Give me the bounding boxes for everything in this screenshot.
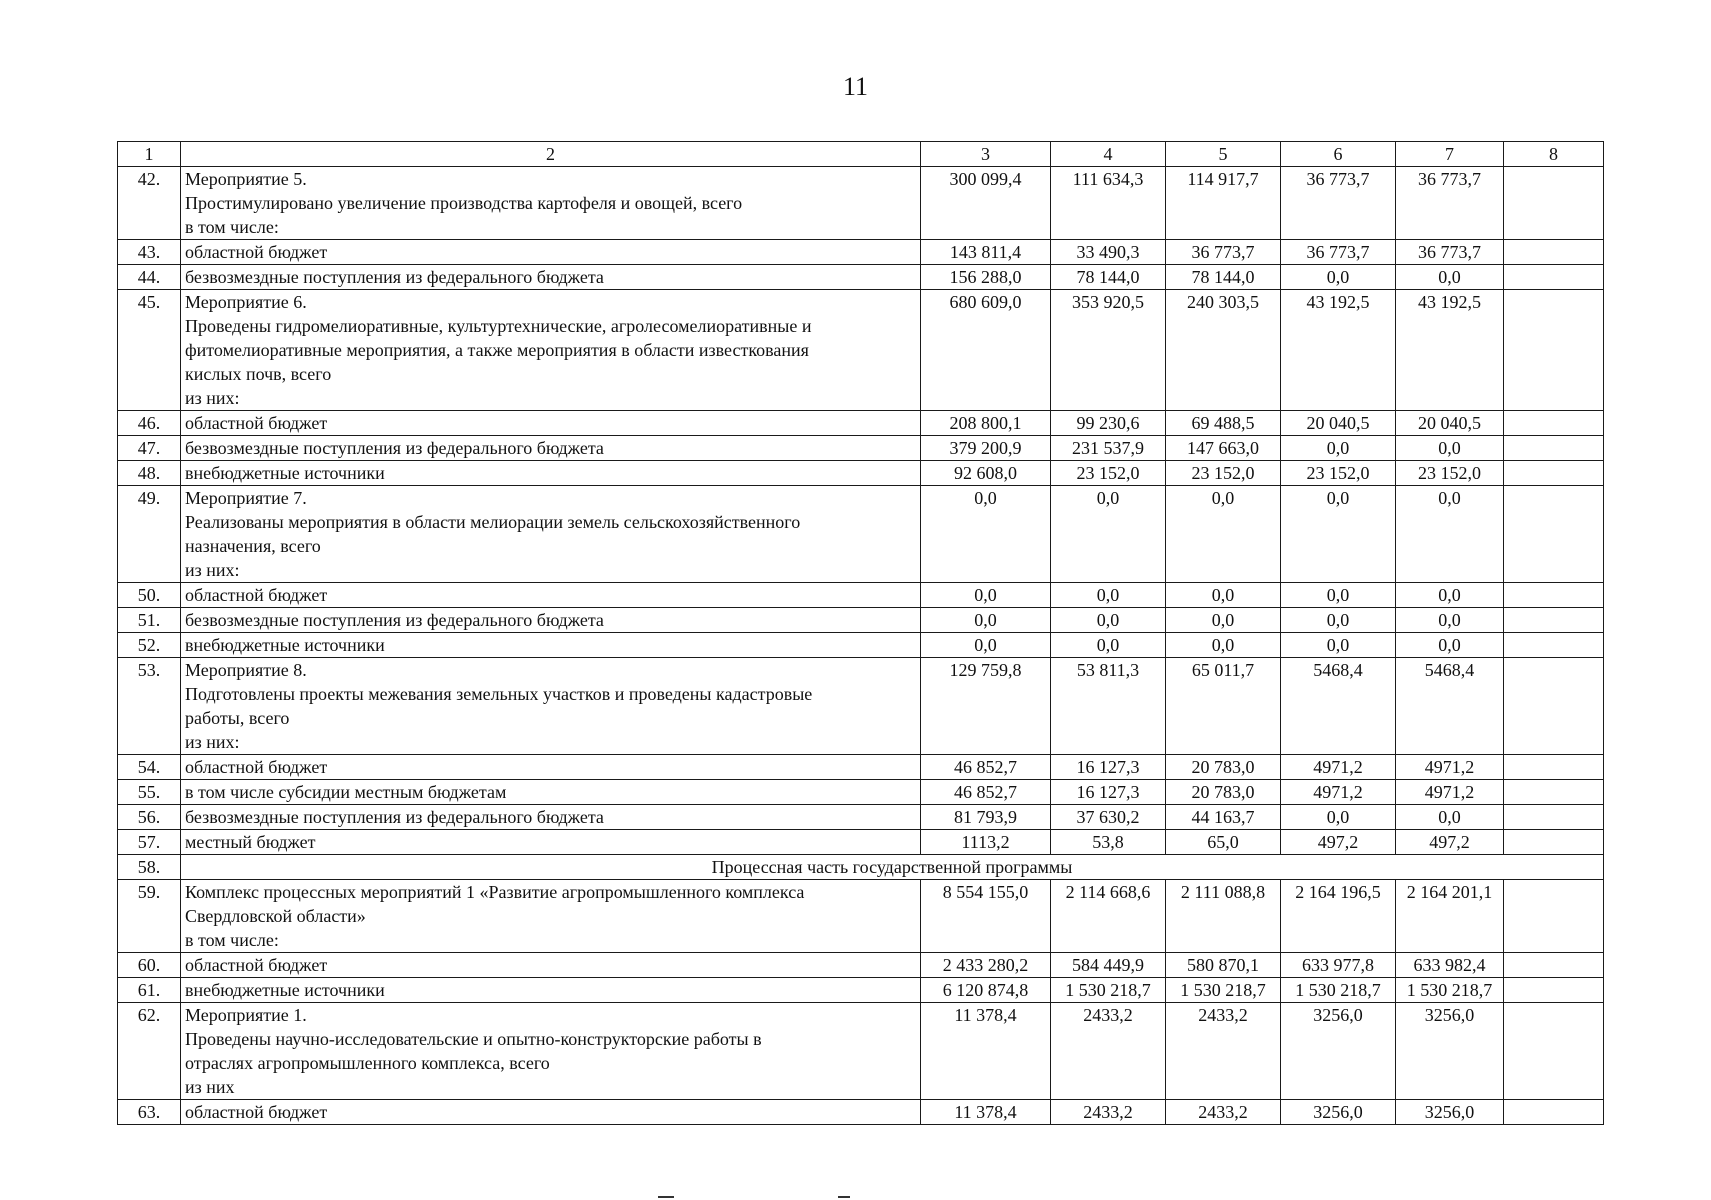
description-line: Мероприятие 1.: [185, 1005, 307, 1025]
row-description: [181, 290, 921, 411]
value-cell: 0,0: [1051, 608, 1166, 633]
value-cell: 2 164 196,5: [1281, 880, 1396, 953]
table-row: [118, 658, 1604, 755]
description-line: назначения, всего: [185, 536, 321, 556]
value-cell: 16 127,3: [1051, 755, 1166, 780]
value-cell: 2433,2: [1051, 1003, 1166, 1100]
value-cell: 43 192,5: [1281, 290, 1396, 411]
value-cell: 0,0: [921, 633, 1051, 658]
row-number: 42.: [118, 167, 181, 240]
description-line: внебюджетные источники: [185, 980, 385, 1000]
value-cell: 0,0: [1166, 633, 1281, 658]
value-cell: [1504, 658, 1604, 755]
value-cell: 0,0: [1051, 486, 1166, 583]
description-line: Свердловской области»: [185, 906, 366, 926]
row-number: 45.: [118, 290, 181, 411]
row-number: 53.: [118, 658, 181, 755]
row-description: [181, 658, 921, 755]
value-cell: 3256,0: [1281, 1100, 1396, 1125]
value-cell: [1504, 583, 1604, 608]
value-cell: 46 852,7: [921, 755, 1051, 780]
value-cell: 11 378,4: [921, 1003, 1051, 1100]
scan-marks: [0, 1196, 1711, 1198]
value-cell: 680 609,0: [921, 290, 1051, 411]
row-description: [181, 167, 921, 240]
value-cell: 36 773,7: [1396, 240, 1504, 265]
value-cell: [1504, 461, 1604, 486]
value-cell: 46 852,7: [921, 780, 1051, 805]
budget-table: [117, 141, 1604, 1125]
description-line: работы, всего: [185, 708, 290, 728]
row-number: 60.: [118, 953, 181, 978]
value-cell: 0,0: [921, 486, 1051, 583]
value-cell: 3256,0: [1396, 1003, 1504, 1100]
description-line: в том числе:: [185, 930, 279, 950]
value-cell: 0,0: [921, 583, 1051, 608]
value-cell: 0,0: [1281, 805, 1396, 830]
description-line: из них:: [185, 732, 240, 752]
value-cell: [1504, 633, 1604, 658]
row-number: 47.: [118, 436, 181, 461]
row-number: 52.: [118, 633, 181, 658]
value-cell: 1113,2: [921, 830, 1051, 855]
page-number: 11: [842, 72, 869, 101]
value-cell: [1504, 953, 1604, 978]
row-number: 44.: [118, 265, 181, 290]
value-cell: 1 530 218,7: [1396, 978, 1504, 1003]
description-line: областной бюджет: [185, 757, 328, 777]
value-cell: 36 773,7: [1281, 240, 1396, 265]
row-number: 63.: [118, 1100, 181, 1125]
description-line: областной бюджет: [185, 1102, 328, 1122]
value-cell: 0,0: [1281, 608, 1396, 633]
value-cell: 1 530 218,7: [1166, 978, 1281, 1003]
value-cell: 0,0: [921, 608, 1051, 633]
value-cell: 143 811,4: [921, 240, 1051, 265]
value-cell: 3256,0: [1396, 1100, 1504, 1125]
value-cell: [1504, 411, 1604, 436]
value-cell: [1504, 290, 1604, 411]
table-body: [118, 167, 1604, 1125]
row-number: 51.: [118, 608, 181, 633]
value-cell: 4971,2: [1396, 755, 1504, 780]
description-line: областной бюджет: [185, 413, 328, 433]
column-header: 3: [921, 142, 1051, 167]
value-cell: 0,0: [1396, 608, 1504, 633]
row-number: 62.: [118, 1003, 181, 1100]
value-cell: 92 608,0: [921, 461, 1051, 486]
description-line: безвозмездные поступления из федерального бюджета: [185, 267, 604, 287]
description-line: областной бюджет: [185, 955, 328, 975]
value-cell: 0,0: [1281, 633, 1396, 658]
value-cell: 129 759,8: [921, 658, 1051, 755]
row-number: 57.: [118, 830, 181, 855]
row-number: 46.: [118, 411, 181, 436]
description-line: Проведены гидромелиоративные, культуртехнические, агролесомелиоративные и: [185, 316, 812, 336]
value-cell: [1504, 265, 1604, 290]
row-description: [181, 805, 921, 830]
column-header: 5: [1166, 142, 1281, 167]
description-line: безвозмездные поступления из федерального бюджета: [185, 610, 604, 630]
row-number: 48.: [118, 461, 181, 486]
row-number: 49.: [118, 486, 181, 583]
row-description: [181, 953, 921, 978]
value-cell: 497,2: [1396, 830, 1504, 855]
row-number: 54.: [118, 755, 181, 780]
description-line: внебюджетные источники: [185, 463, 385, 483]
row-description: [181, 583, 921, 608]
row-description: [181, 1003, 921, 1100]
row-description: [181, 436, 921, 461]
value-cell: 0,0: [1166, 583, 1281, 608]
value-cell: 99 230,6: [1051, 411, 1166, 436]
value-cell: 1 530 218,7: [1281, 978, 1396, 1003]
table-row: [118, 486, 1604, 583]
value-cell: 2433,2: [1051, 1100, 1166, 1125]
table-row: [118, 608, 1604, 633]
row-number: 61.: [118, 978, 181, 1003]
table-row: [118, 167, 1604, 240]
column-header: 7: [1396, 142, 1504, 167]
value-cell: [1504, 830, 1604, 855]
description-line: Мероприятие 5.: [185, 169, 307, 189]
row-description: [181, 1100, 921, 1125]
value-cell: 36 773,7: [1281, 167, 1396, 240]
column-header: 1: [118, 142, 181, 167]
value-cell: 3256,0: [1281, 1003, 1396, 1100]
description-line: местный бюджет: [185, 832, 316, 852]
value-cell: 6 120 874,8: [921, 978, 1051, 1003]
value-cell: 78 144,0: [1166, 265, 1281, 290]
table-row: [118, 290, 1604, 411]
value-cell: [1504, 1100, 1604, 1125]
value-cell: 81 793,9: [921, 805, 1051, 830]
table-row: [118, 780, 1604, 805]
value-cell: 43 192,5: [1396, 290, 1504, 411]
table-row: [118, 978, 1604, 1003]
row-number: 56.: [118, 805, 181, 830]
value-cell: 0,0: [1281, 265, 1396, 290]
value-cell: 36 773,7: [1396, 167, 1504, 240]
description-line: Мероприятие 7.: [185, 488, 307, 508]
description-line: Реализованы мероприятия в области мелиорации земель сельскохозяйственного: [185, 512, 801, 532]
description-line: Проведены научно-исследовательские и опытно-конструкторские работы в: [185, 1029, 762, 1049]
value-cell: 5468,4: [1396, 658, 1504, 755]
value-cell: 2 111 088,8: [1166, 880, 1281, 953]
table-row: [118, 755, 1604, 780]
value-cell: [1504, 240, 1604, 265]
value-cell: 0,0: [1396, 486, 1504, 583]
table-section-row: [118, 855, 1604, 880]
value-cell: 208 800,1: [921, 411, 1051, 436]
value-cell: [1504, 880, 1604, 953]
row-description: [181, 633, 921, 658]
value-cell: [1504, 805, 1604, 830]
value-cell: 37 630,2: [1051, 805, 1166, 830]
value-cell: [1504, 608, 1604, 633]
value-cell: 0,0: [1166, 608, 1281, 633]
description-line: безвозмездные поступления из федерального бюджета: [185, 438, 604, 458]
value-cell: 36 773,7: [1166, 240, 1281, 265]
value-cell: [1504, 780, 1604, 805]
value-cell: 4971,2: [1281, 780, 1396, 805]
row-number: 55.: [118, 780, 181, 805]
description-line: областной бюджет: [185, 585, 328, 605]
value-cell: 69 488,5: [1166, 411, 1281, 436]
row-description: [181, 830, 921, 855]
row-number: 58.: [118, 855, 181, 880]
row-description: [181, 461, 921, 486]
value-cell: 20 783,0: [1166, 780, 1281, 805]
table-row: [118, 880, 1604, 953]
value-cell: 584 449,9: [1051, 953, 1166, 978]
description-line: Подготовлены проекты межевания земельных участков и проведены кадастровые: [185, 684, 813, 704]
table-row: [118, 411, 1604, 436]
row-description: [181, 486, 921, 583]
value-cell: 5468,4: [1281, 658, 1396, 755]
value-cell: 33 490,3: [1051, 240, 1166, 265]
row-description: [181, 880, 921, 953]
value-cell: [1504, 755, 1604, 780]
table-row: [118, 1003, 1604, 1100]
value-cell: 23 152,0: [1396, 461, 1504, 486]
row-description: [181, 755, 921, 780]
value-cell: 633 982,4: [1396, 953, 1504, 978]
description-line: Простимулировано увеличение производства картофеля и овощей, всего: [185, 193, 743, 213]
value-cell: 0,0: [1396, 805, 1504, 830]
row-number: 50.: [118, 583, 181, 608]
table-row: [118, 805, 1604, 830]
row-description: [181, 978, 921, 1003]
scan-mark: [658, 1196, 674, 1198]
value-cell: 0,0: [1396, 436, 1504, 461]
value-cell: 16 127,3: [1051, 780, 1166, 805]
value-cell: 4971,2: [1396, 780, 1504, 805]
value-cell: 20 040,5: [1281, 411, 1396, 436]
description-line: кислых почв, всего: [185, 364, 332, 384]
value-cell: 53 811,3: [1051, 658, 1166, 755]
table-row: [118, 461, 1604, 486]
value-cell: 147 663,0: [1166, 436, 1281, 461]
table-row: [118, 240, 1604, 265]
value-cell: [1504, 978, 1604, 1003]
scan-mark: [838, 1196, 850, 1198]
table-row: [118, 265, 1604, 290]
value-cell: 78 144,0: [1051, 265, 1166, 290]
value-cell: 0,0: [1281, 486, 1396, 583]
description-line: фитомелиоративные мероприятия, а также мероприятия в области известкования: [185, 340, 809, 360]
value-cell: 114 917,7: [1166, 167, 1281, 240]
row-number: 59.: [118, 880, 181, 953]
value-cell: 44 163,7: [1166, 805, 1281, 830]
value-cell: 65,0: [1166, 830, 1281, 855]
value-cell: 0,0: [1281, 436, 1396, 461]
column-header: 6: [1281, 142, 1396, 167]
value-cell: 497,2: [1281, 830, 1396, 855]
description-line: из них: [185, 1077, 235, 1097]
column-header: 8: [1504, 142, 1604, 167]
description-line: отраслях агропромышленного комплекса, всего: [185, 1053, 550, 1073]
value-cell: 0,0: [1281, 583, 1396, 608]
value-cell: [1504, 167, 1604, 240]
value-cell: 23 152,0: [1281, 461, 1396, 486]
description-line: в том числе субсидии местным бюджетам: [185, 782, 507, 802]
value-cell: 65 011,7: [1166, 658, 1281, 755]
table-row: [118, 1100, 1604, 1125]
table-row: [118, 830, 1604, 855]
value-cell: 23 152,0: [1166, 461, 1281, 486]
value-cell: 2 114 668,6: [1051, 880, 1166, 953]
table-row: [118, 436, 1604, 461]
row-number: 43.: [118, 240, 181, 265]
column-header: 4: [1051, 142, 1166, 167]
value-cell: 11 378,4: [921, 1100, 1051, 1125]
section-title: Процессная часть государственной программы: [181, 855, 1604, 880]
description-line: Мероприятие 6.: [185, 292, 307, 312]
value-cell: 0,0: [1051, 633, 1166, 658]
value-cell: 0,0: [1166, 486, 1281, 583]
value-cell: [1504, 436, 1604, 461]
value-cell: 2 164 201,1: [1396, 880, 1504, 953]
value-cell: 2433,2: [1166, 1003, 1281, 1100]
description-line: Мероприятие 8.: [185, 660, 307, 680]
value-cell: [1504, 486, 1604, 583]
table-row: [118, 953, 1604, 978]
description-line: Комплекс процессных мероприятий 1 «Развитие агропромышленного комплекса: [185, 882, 805, 902]
table-header-row: [118, 142, 1604, 167]
value-cell: 20 783,0: [1166, 755, 1281, 780]
row-description: [181, 265, 921, 290]
value-cell: 231 537,9: [1051, 436, 1166, 461]
row-description: [181, 240, 921, 265]
description-line: безвозмездные поступления из федерального бюджета: [185, 807, 604, 827]
value-cell: 111 634,3: [1051, 167, 1166, 240]
value-cell: 23 152,0: [1051, 461, 1166, 486]
value-cell: 633 977,8: [1281, 953, 1396, 978]
description-line: из них:: [185, 388, 240, 408]
column-header: 2: [181, 142, 921, 167]
value-cell: 0,0: [1396, 633, 1504, 658]
value-cell: 300 099,4: [921, 167, 1051, 240]
description-line: в том числе:: [185, 217, 279, 237]
row-description: [181, 411, 921, 436]
value-cell: 0,0: [1396, 583, 1504, 608]
value-cell: 0,0: [1051, 583, 1166, 608]
value-cell: 379 200,9: [921, 436, 1051, 461]
value-cell: 8 554 155,0: [921, 880, 1051, 953]
value-cell: 0,0: [1396, 265, 1504, 290]
value-cell: [1504, 1003, 1604, 1100]
value-cell: 1 530 218,7: [1051, 978, 1166, 1003]
description-line: из них:: [185, 560, 240, 580]
value-cell: 2 433 280,2: [921, 953, 1051, 978]
table-row: [118, 633, 1604, 658]
value-cell: 4971,2: [1281, 755, 1396, 780]
value-cell: 580 870,1: [1166, 953, 1281, 978]
value-cell: 2433,2: [1166, 1100, 1281, 1125]
value-cell: 156 288,0: [921, 265, 1051, 290]
value-cell: 20 040,5: [1396, 411, 1504, 436]
table-row: [118, 583, 1604, 608]
row-description: [181, 608, 921, 633]
description-line: внебюджетные источники: [185, 635, 385, 655]
value-cell: 240 303,5: [1166, 290, 1281, 411]
value-cell: 353 920,5: [1051, 290, 1166, 411]
value-cell: 53,8: [1051, 830, 1166, 855]
row-description: [181, 780, 921, 805]
description-line: областной бюджет: [185, 242, 328, 262]
